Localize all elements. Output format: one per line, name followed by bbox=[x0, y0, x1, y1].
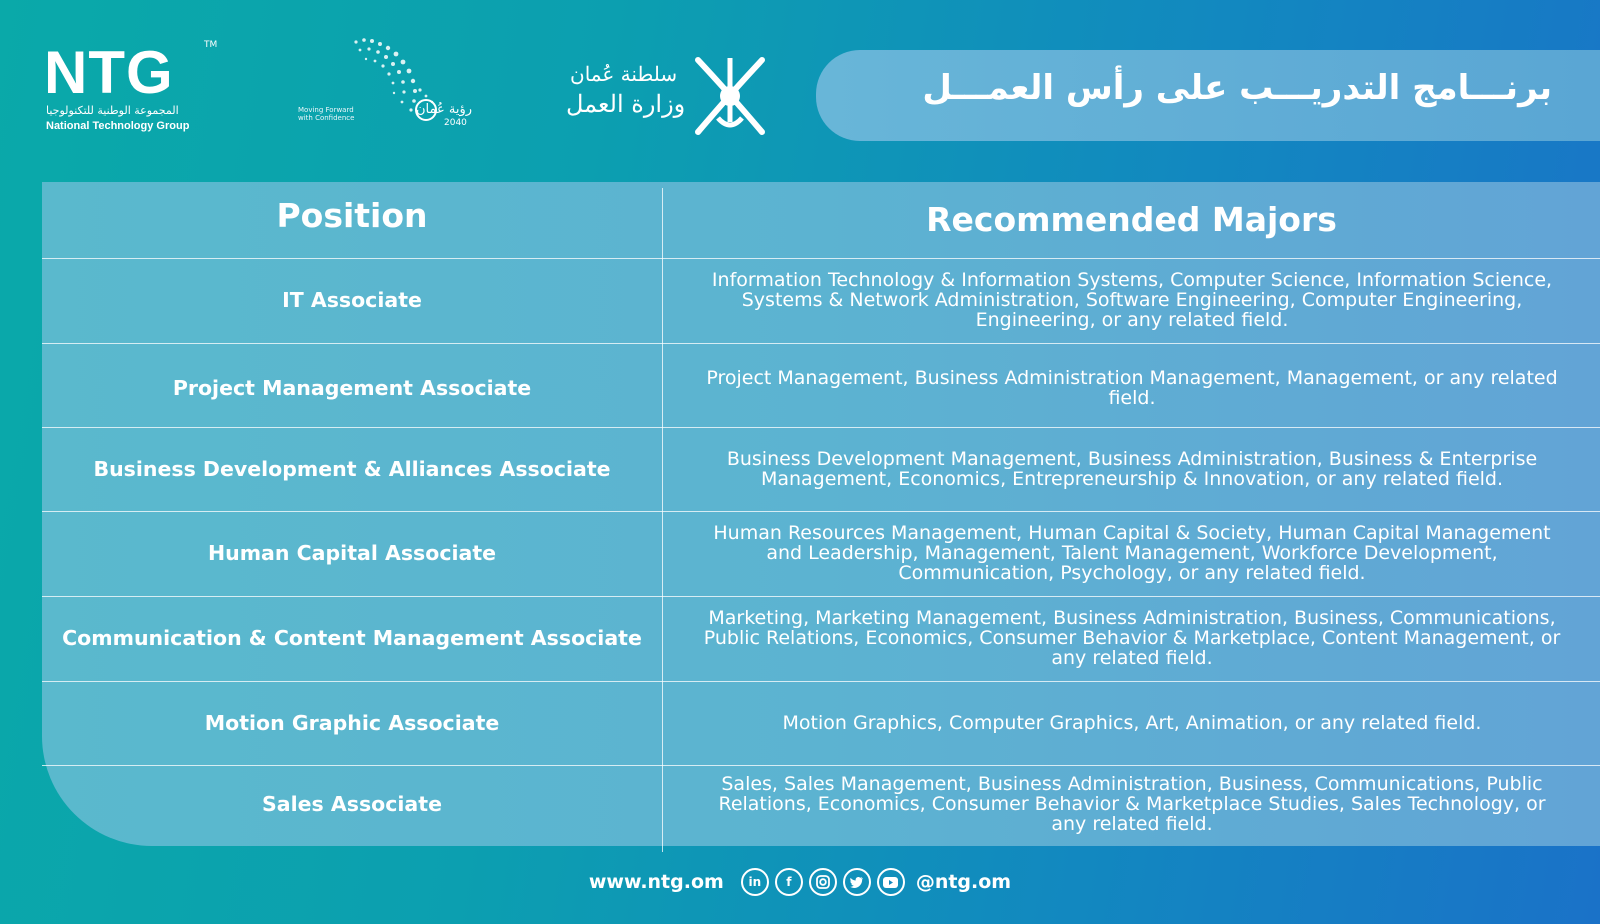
ntg-arabic-name: المجموعة الوطنية للتكنولوجيا bbox=[46, 104, 179, 117]
position-cell: Human Capital Associate bbox=[207, 541, 497, 565]
table-row bbox=[42, 346, 1600, 430]
title-banner bbox=[816, 50, 1600, 141]
table-row bbox=[42, 681, 1600, 765]
ministry-line-2: وزارة العمل bbox=[566, 90, 686, 118]
social-handle[interactable]: @ntg.om bbox=[915, 871, 1012, 893]
majors-cell: Motion Graphics, Computer Graphics, Art, Animation, or any related field. bbox=[782, 712, 1482, 734]
position-cell: Sales Associate bbox=[262, 792, 442, 816]
vision-arabic-text: رؤية عُمان bbox=[416, 102, 473, 117]
instagram-icon[interactable] bbox=[809, 868, 837, 896]
table-row bbox=[42, 596, 1600, 680]
footer bbox=[0, 862, 1600, 902]
majors-cell: Human Resources Management, Human Capital & Society, Human Capital Management and Leadership, Management, Talent Management, Workforce Development, Communication, Psychology, or any related field. bbox=[713, 522, 1551, 584]
majors-cell: Business Development Management, Business Administration, Business & Enterprise Management, Economics, Entrepreneurship & Innovation, or any related field. bbox=[726, 448, 1538, 490]
majors-cell: Sales, Sales Management, Business Administration, Business, Communications, Public Relations, Economics, Consumer Behavior & Marketplace Studies, Sales Technology, or any related field. bbox=[718, 773, 1546, 835]
ministry-line-1: سلطنة عُمان bbox=[570, 62, 678, 86]
table-row bbox=[42, 511, 1600, 595]
row-divider bbox=[42, 343, 1600, 344]
header-position: Position bbox=[276, 196, 428, 235]
table-row bbox=[42, 762, 1600, 846]
vision-year: 2040 bbox=[444, 118, 467, 128]
position-cell: Motion Graphic Associate bbox=[204, 711, 500, 735]
position-cell: Business Development & Alliances Associate bbox=[93, 457, 611, 481]
ministry-of-labour-logo bbox=[560, 50, 780, 140]
table-row bbox=[42, 258, 1600, 342]
position-cell: Project Management Associate bbox=[172, 376, 532, 400]
position-cell: IT Associate bbox=[282, 288, 422, 312]
ntg-trademark: TM bbox=[204, 40, 218, 50]
ntg-english-name: National Technology Group bbox=[46, 120, 190, 132]
vision-english-tagline: Moving Forward with Confidence bbox=[298, 106, 355, 122]
page-title: برنـــامج التدريـــب على رأس العمـــل bbox=[922, 68, 1552, 108]
facebook-icon[interactable]: f bbox=[775, 868, 803, 896]
oman-emblem-icon bbox=[688, 52, 772, 138]
majors-cell: Project Management, Business Administration Management, Management, or any related field. bbox=[706, 367, 1558, 409]
header-recommended-majors: Recommended Majors bbox=[926, 200, 1337, 239]
table-row bbox=[42, 427, 1600, 511]
youtube-icon[interactable] bbox=[877, 868, 905, 896]
ntg-logo bbox=[44, 38, 224, 138]
majors-table bbox=[42, 182, 1600, 846]
oman-vision-logo bbox=[296, 32, 496, 138]
position-cell: Communication & Content Management Associate bbox=[62, 626, 642, 650]
linkedin-icon[interactable]: in bbox=[741, 868, 769, 896]
website-link[interactable]: www.ntg.om bbox=[588, 871, 724, 893]
twitter-icon[interactable] bbox=[843, 868, 871, 896]
majors-cell: Marketing, Marketing Management, Business Administration, Business, Communications, Public Relations, Economics, Consumer Behavior & Marketplace, Content Management, or any related field. bbox=[703, 607, 1561, 669]
ntg-logo-letters: NTG bbox=[44, 39, 174, 106]
majors-cell: Information Technology & Information Systems, Computer Science, Information Science, Systems & Network Administration, Software Engineering, Computer Engineering, Engineering, or any related field. bbox=[711, 269, 1553, 331]
